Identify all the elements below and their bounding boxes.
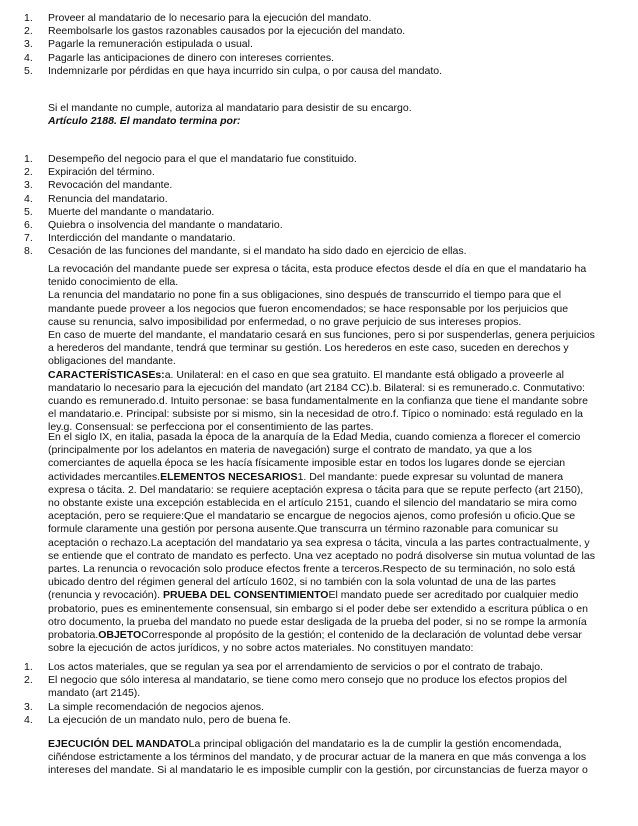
caracteristicas-text: a. Unilateral: en el caso en que sea gratuito. El mandante está obligado a proveerle al mandatario lo necesario para la ejecución del mandato (art 2184 CC).b. Bilateral: si es remunerado.c. Conmutativo: cuando es remunerado.d. Intuito personae: se basa fundamentalmente en la confianza que tiene el mandante sobre el mandatario.e. Principal: subsiste por si mismo, sin la necesidad de otro.f. Típico o nominado: está regulado en la ley.g. Consensual: se perfecciona por el consentimiento de las partes.	[48, 368, 588, 434]
list-item	[24, 12, 624, 25]
list-item-text: Muerte del mandante o mandatario.	[48, 205, 215, 218]
list-number: 4.	[24, 51, 33, 64]
list-item	[24, 52, 624, 65]
history-paragraph	[48, 431, 596, 655]
ejecucion-text: La principal obligación del mandatario es la de cumplir la gestión encomendada, ciñéndose estrictamente a los términos del mandato, y de procurar actuar de la manera en que más convenga a los intereses del mandate. Si al mandatario le es imposible cumplir con la gestión, por circunstancias de fuerza mayor o	[48, 738, 588, 777]
list-item	[24, 25, 624, 38]
list-item	[24, 232, 624, 245]
elementos-text: 1. Del mandante: puede expresar su voluntad de manera expresa o tácita. 2. Del mandatario: se requiere aceptación expresa o tácita para que se repute perfecto (art 2150), no obstante existe una excepción establecida en el artículo 2151, cuando el silencio del mandatario se mira como aceptación, pero se requiere:Que el mandatario se encargue de negocios ajenos, como profesión u oficio.Que se formule claramente una gestión por persona ausente.Que transcurra un término razonable para comunicar su aceptación o rechazo.La aceptación del mandatario ya sea expresa o tácita, vincula a las partes contractualmente, y se entiende que el contrato de mandato es perfecto. Una vez aceptado no podrá disolverse sin mutua voluntad de las partes. La renuncia o revocación solo produce efectos frente a terceros.Respecto de su terminación, no solo está ubicado dentro del régimen general del artículo 1602, si no también con la sola voluntad de una de las partes (renuncia y revocación).	[48, 470, 595, 602]
list-number: 5.	[24, 205, 33, 218]
objeto-label: OBJETO	[98, 629, 142, 642]
list-item-text: Quiebra o insolvencia del mandante o mandatario.	[48, 219, 283, 232]
list-item	[24, 38, 624, 51]
article-heading: Artículo 2188. El mandato termina por:	[48, 115, 241, 128]
list-item-text: Desempeño del negocio para el que el mandatario fue constituido.	[48, 153, 357, 165]
list-item	[24, 661, 604, 674]
list-item	[24, 179, 624, 192]
list-number: 5.	[24, 64, 33, 77]
list-item-text: Pagarle la remuneración estipulada o usual.	[48, 38, 253, 51]
list-item	[24, 153, 624, 166]
list-item-text: Renuncia del mandatario.	[48, 192, 168, 205]
list-number: 2.	[24, 25, 33, 38]
prueba-label: PRUEBA DEL CONSENTIMIENTO	[162, 589, 329, 602]
obligations-list	[24, 12, 624, 78]
list-item	[24, 206, 624, 219]
list-number: 3.	[24, 179, 33, 192]
list-item-text: Los actos materiales, que se regulan ya sea por el arrendamiento de servicios o por el contrato de trabajo.	[48, 661, 543, 673]
list-item	[24, 219, 624, 232]
list-item	[24, 714, 604, 727]
list-number: 2.	[24, 166, 33, 179]
note-text: Si el mandante no cumple, autoriza al mandatario para desistir de su encargo.	[48, 102, 412, 114]
caracteristicas-paragraph	[48, 369, 596, 435]
list-item-text: Pagarle las anticipaciones de dinero con intereses corrientes.	[48, 51, 334, 64]
no-mandato-list	[24, 661, 604, 727]
ejecucion-text-block	[48, 738, 596, 778]
list-item	[24, 674, 604, 700]
list-item-text: Revocación del mandante.	[48, 179, 173, 192]
list-item-text: Indemnizarle por pérdidas en que haya incurrido sin culpa, o por causa del mandato.	[48, 64, 442, 77]
list-item-text: Reembolsarle los gastos razonables causados por la ejecución del mandato.	[48, 25, 406, 38]
caracteristicas-label: CARACTERÍSTICASEs:	[48, 368, 165, 381]
ejecucion-label: EJECUCIÓN DEL MANDATO	[48, 738, 189, 750]
list-number: 7.	[24, 232, 33, 245]
muerte-text: En caso de muerte del mandante, el mandatario cesará en sus funciones, pero si por suspenderlas, genera perjuicios a herederos del mandante, tendrá que terminar su gestión. Los herederos en este caso, suceden en derechos y obligaciones del mandante.	[48, 329, 595, 368]
list-number: 2.	[24, 674, 33, 687]
list-item-text: El negocio que sólo interesa al mandatario, se tiene como mero consejo que no produce los efectos propios del mandato (art 2145).	[48, 674, 567, 700]
list-number: 4.	[24, 192, 33, 205]
list-item	[24, 193, 624, 206]
objeto-text: Corresponde al propósito de la gestión; el contenido de la declaración de voluntad debe versar sobre la ejecución de actos jurídicos, y no sobre actos materiales. No constituyen mandato:	[48, 629, 582, 655]
elementos-label: ELEMENTOS NECESARIOS	[160, 470, 298, 483]
list-number: 3.	[24, 700, 33, 713]
list-item	[24, 245, 624, 258]
revocation-paragraphs	[48, 263, 596, 435]
ejecucion-paragraph	[48, 738, 596, 778]
list-number: 1.	[24, 12, 33, 24]
note-block	[48, 102, 596, 128]
list-item-text: Cesación de las funciones del mandante, si el mandato ha sido dado en ejercicio de ellas.	[48, 245, 467, 258]
list-item-text: Interdicción del mandante o mandatario.	[48, 232, 236, 245]
renuncia-text: La renuncia del mandatario no pone fin a sus obligaciones, sino después de transcurrido el tiempo para que el mandante puede proveer a los negocios que fueron encomendados; se hace responsable por los perjuicios que cause su renuncia, salvo imposibilidad por enfermedad, o no grave perjuicio de sus intereses propios.	[48, 289, 569, 328]
list-item	[24, 166, 624, 179]
list-number: 1.	[24, 153, 33, 165]
list-number: 4.	[24, 713, 33, 726]
list-number: 1.	[24, 661, 33, 673]
list-item-text: La simple recomendación de negocios ajenos.	[48, 700, 264, 713]
list-number: 3.	[24, 38, 33, 51]
revocation-text: La revocación del mandante puede ser expresa o tácita, esta produce efectos desde el día en que el mandatario ha tenido conocimiento de ella.	[48, 263, 587, 289]
prueba-text: El mandato puede ser acreditado por cualquier medio probatorio, pues es eminentemente consensual, sin embargo si el poder debe ser extendido a escritura pública o en otro documento, la prueba del mandato no puede estar desligada de la prueba del poder, si no se rompe la armonía probatoria.	[48, 589, 588, 642]
list-item	[24, 65, 624, 78]
termination-list	[24, 153, 624, 259]
list-item-text: Expiración del término.	[48, 166, 155, 179]
history-text: En el siglo IX, en italia, pasada la época de la anarquía de la Edad Media, cuando comienza a florecer el comercio (principalmente por los adelantos en materia de navegación) surge el contrato de mandato, ya que a los comerciantes de aquella época se les hacía físicamente imposible estar en todos los lugares donde se ejercian actividades mercantiles.	[48, 431, 581, 483]
list-item-text: Proveer al mandatario de lo necesario para la ejecución del mandato.	[48, 12, 372, 24]
history-elements-paragraph	[48, 431, 596, 655]
list-number: 6.	[24, 219, 33, 232]
list-item	[24, 701, 604, 714]
list-item-text: La ejecución de un mandato nulo, pero de buena fe.	[48, 713, 291, 726]
list-number: 8.	[24, 245, 33, 258]
